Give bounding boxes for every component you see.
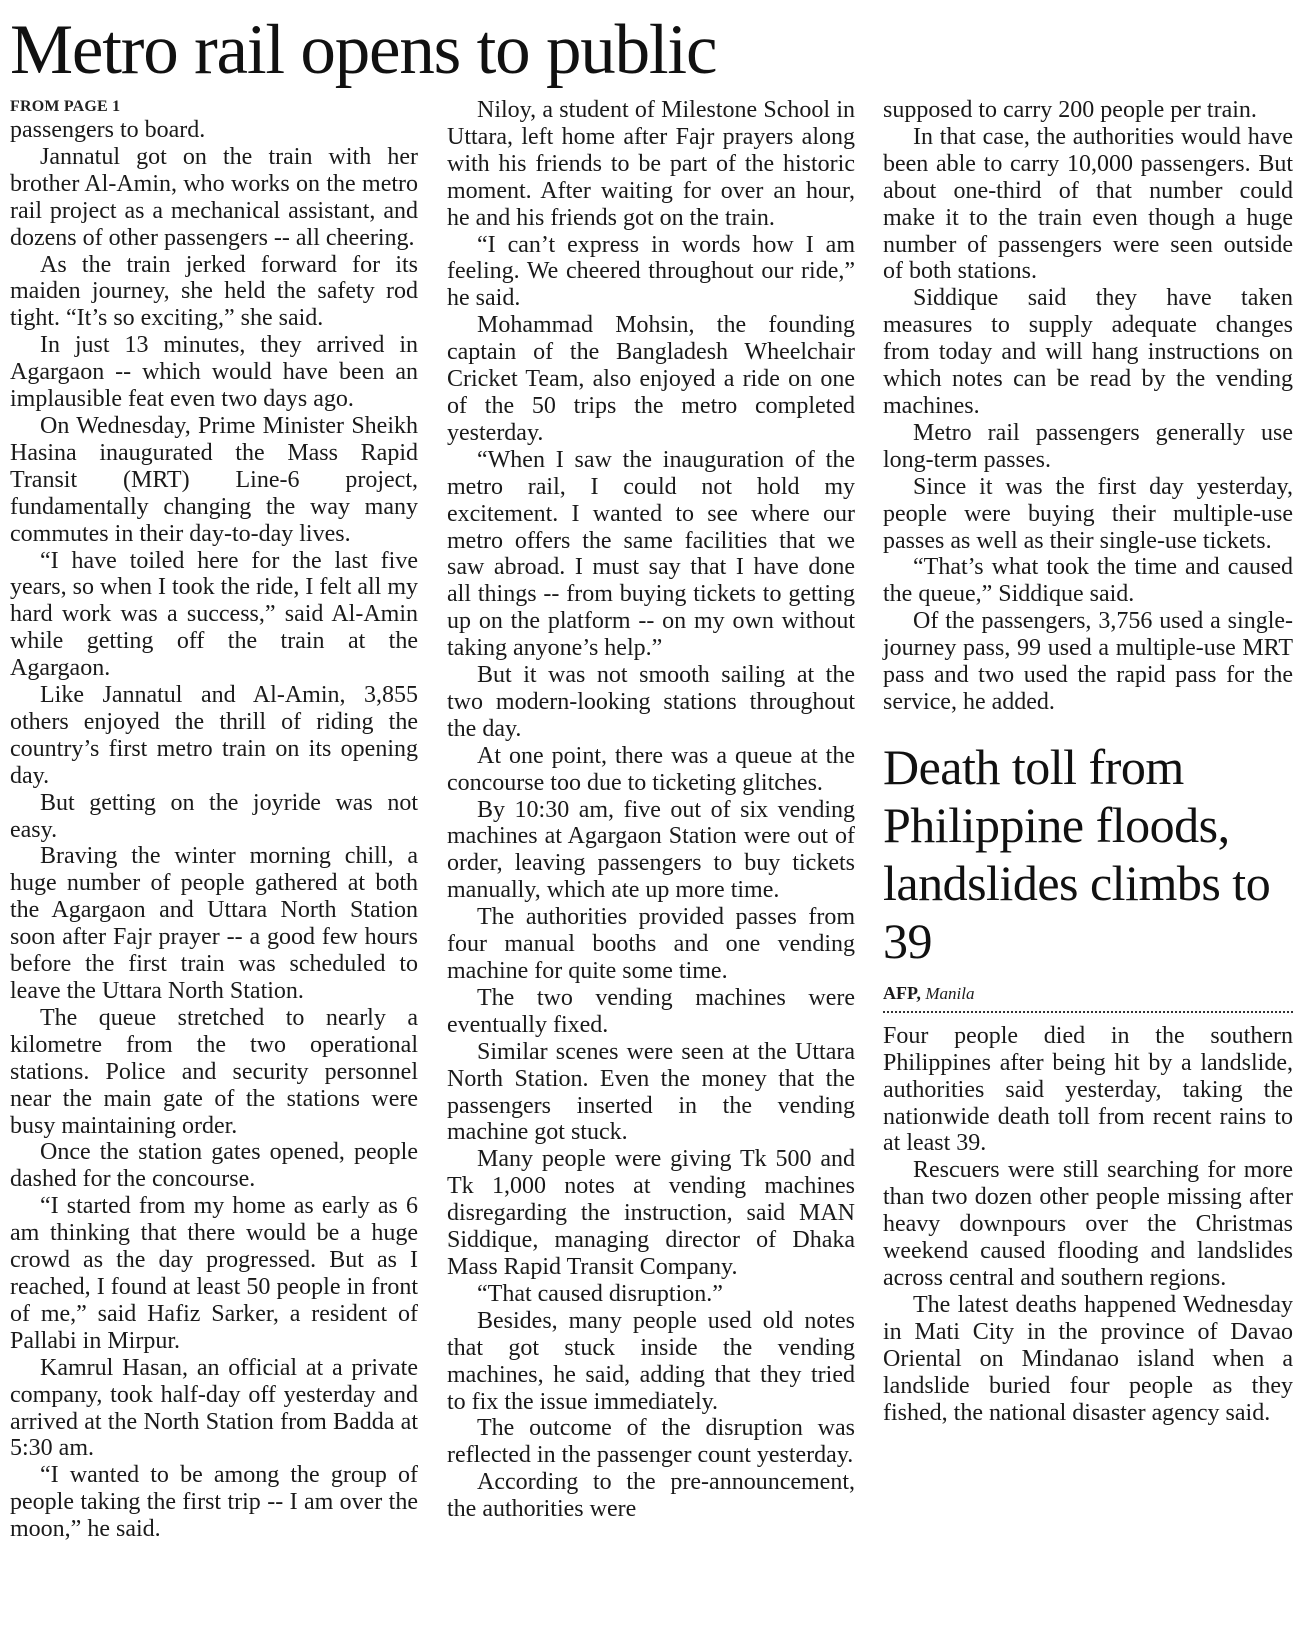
paragraph: Of the passengers, 3,756 used a single-journey pass, 99 used a multiple-use MRT pass and two used the rapid pass for the service, he added. xyxy=(883,608,1293,715)
paragraph: The queue stretched to nearly a kilometre from the two operational stations. Police and security personnel near the main gate of the stations were busy maintaining order. xyxy=(10,1004,418,1139)
article-column-2 xyxy=(447,97,855,1523)
paragraph: Siddique said they have taken measures to supply adequate changes from today and will hang instructions on which notes can be read by the vending machines. xyxy=(883,285,1293,419)
paragraph: “That’s what took the time and caused the queue,” Siddique said. xyxy=(883,554,1293,608)
side-headline: Death toll from Philippine floods, landslides climbs to 39 xyxy=(883,738,1271,969)
paragraph: In that case, the authorities would have been able to carry 10,000 passengers. But about one-third of that number could make it to the train even though a huge number of passengers were seen outside of both stations. xyxy=(883,123,1293,285)
paragraph: Niloy, a student of Milestone School in Uttara, left home after Fajr prayers along with his friends to be part of the historic moment. After waiting for over an hour, he and his friends got on the train. xyxy=(447,97,855,231)
paragraph: Since it was the first day yesterday, people were buying their multiple-use passes as well as their single-use tickets. xyxy=(883,473,1293,554)
paragraph: Like Jannatul and Al-Amin, 3,855 others enjoyed the thrill of riding the country’s first metro train on its opening day. xyxy=(10,682,418,789)
jump-label: FROM PAGE 1 xyxy=(10,98,121,115)
paragraph: Besides, many people used old notes that got stuck inside the vending machines, he said, adding that they tried to fix the issue immediately. xyxy=(447,1307,855,1415)
paragraph: “When I saw the inauguration of the metro rail, I could not hold my excitement. I wanted to see where our metro offers the same facilities that we saw abroad. I must say that I have done all things -- from buying tickets to getting up on the platform -- on my own without taking anyone’s help.” xyxy=(447,446,855,662)
paragraph: Metro rail passengers generally use long-term passes. xyxy=(883,419,1293,473)
paragraph: At one point, there was a queue at the concourse too due to ticketing glitches. xyxy=(447,742,855,796)
article-column-1 xyxy=(10,97,418,1543)
paragraph: Similar scenes were seen at the Uttara North Station. Even the money that the passengers inserted in the vending machine got stuck. xyxy=(447,1038,855,1146)
paragraph: “I can’t express in words how I am feeling. We cheered throughout our ride,” he said. xyxy=(447,231,855,312)
paragraph: Jannatul got on the train with her brother Al-Amin, who works on the metro rail project as a mechanical assistant, and dozens of other passengers -- all cheering. xyxy=(10,143,418,251)
side-article xyxy=(883,738,1293,1427)
byline xyxy=(883,982,1293,1013)
paragraph: On Wednesday, Prime Minister Sheikh Hasina inaugurated the Mass Rapid Transit (MRT) Line-6 project, fundamentally changing the way many commutes in their day-to-day lives. xyxy=(10,412,418,547)
paragraph: In just 13 minutes, they arrived in Agargaon -- which would have been an implausible feat even two days ago. xyxy=(10,332,418,413)
paragraph: “I wanted to be among the group of people taking the first trip -- I am over the moon,” he said. xyxy=(10,1462,418,1543)
paragraph: As the train jerked forward for its maiden journey, she held the safety rod tight. “It’s so exciting,” she said. xyxy=(10,251,418,332)
paragraph: But getting on the joyride was not easy. xyxy=(10,789,418,843)
paragraph: According to the pre-announcement, the authorities were xyxy=(447,1469,855,1523)
paragraph: passengers to board. xyxy=(10,117,206,143)
paragraph: supposed to carry 200 people per train. xyxy=(883,97,1257,123)
paragraph: Braving the winter morning chill, a huge number of people gathered at both the Agargaon and Uttara North Station soon after Fajr prayer -- a good few hours before the first train was scheduled to leave the Uttara North Station. xyxy=(10,843,418,1004)
byline-place: Manila xyxy=(925,983,975,1003)
paragraph: “I have toiled here for the last five years, so when I took the ride, I felt all my hard work was a success,” said Al-Amin while getting off the train at the Agargaon. xyxy=(10,547,418,682)
main-headline: Metro rail opens to public xyxy=(10,11,717,89)
article-column-3 xyxy=(883,97,1293,1426)
paragraph: Mohammad Mohsin, the founding captain of the Bangladesh Wheelchair Cricket Team, also enjoyed a ride on one of the 50 trips the metro completed yesterday. xyxy=(447,312,855,446)
paragraph: “That caused disruption.” xyxy=(477,1280,723,1307)
paragraph: Once the station gates opened, people dashed for the concourse. xyxy=(10,1139,418,1193)
paragraph: Four people died in the southern Philippines after being hit by a landslide, authorities said yesterday, taking the nationwide death toll from recent rains to at least 39. xyxy=(883,1022,1293,1157)
paragraph: The two vending machines were eventually fixed. xyxy=(447,984,855,1038)
paragraph: Many people were giving Tk 500 and Tk 1,000 notes at vending machines disregarding the instruction, said MAN Siddique, managing director of Dhaka Mass Rapid Transit Company. xyxy=(447,1146,855,1280)
paragraph: By 10:30 am, five out of six vending machines at Agargaon Station were out of order, leaving passengers to buy tickets manually, which ate up more time. xyxy=(447,796,855,904)
paragraph: The outcome of the disruption was reflected in the passenger count yesterday. xyxy=(447,1415,855,1469)
paragraph: But it was not smooth sailing at the two modern-looking stations throughout the day. xyxy=(447,662,855,742)
paragraph: Rescuers were still searching for more than two dozen other people missing after heavy downpours over the Christmas weekend caused flooding and landslides across central and southern regions. xyxy=(883,1157,1293,1291)
paragraph: “I started from my home as early as 6 am thinking that there would be a huge crowd as the day progressed. But as I reached, I found at least 50 people in front of me,” said Hafiz Sarker, a resident of Pallabi in Mirpur. xyxy=(10,1193,418,1354)
paragraph: The latest deaths happened Wednesday in Mati City in the province of Davao Oriental on Mindanao island when a landslide buried four people as they fished, the national disaster agency said. xyxy=(883,1291,1293,1426)
paragraph: Kamrul Hasan, an official at a private company, took half-day off yesterday and arrived at the North Station from Badda at 5:30 am. xyxy=(10,1354,418,1462)
paragraph: The authorities provided passes from four manual booths and one vending machine for quite some time. xyxy=(447,904,855,984)
byline-agency: AFP, xyxy=(883,982,921,1003)
